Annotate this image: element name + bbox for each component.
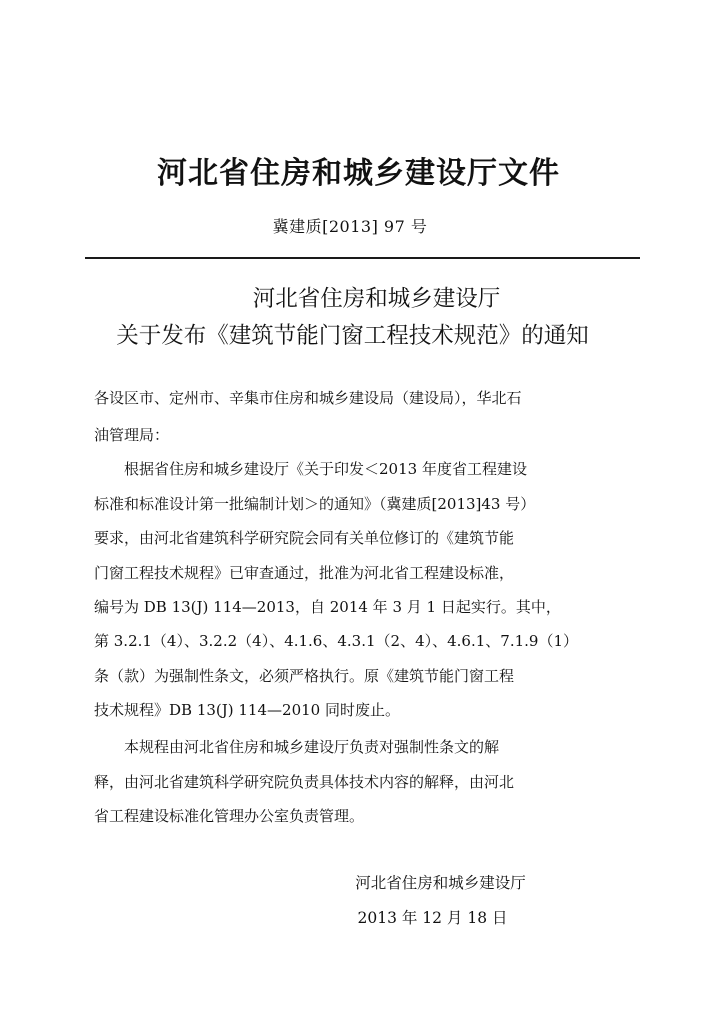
body-line: 标准和标准设计第一批编制计划＞的通知》（冀建质[2013]43 号） xyxy=(94,495,536,513)
notice-title-line-1: 河北省住房和城乡建设厅 xyxy=(252,286,501,312)
body-line: 条（款）为强制性条文，必须严格执行。原《建筑节能门窗工程 xyxy=(94,667,515,685)
document-number: 冀建质[2013] 97 号 xyxy=(272,217,428,236)
notice-title-line-2: 关于发布《建筑节能门窗工程技术规范》的通知 xyxy=(116,323,589,349)
signature-issuer: 河北省住房和城乡建设厅 xyxy=(355,874,526,892)
body-line: 要求，由河北省建筑科学研究院会同有关单位修订的《建筑节能 xyxy=(94,529,515,547)
document-header-title: 河北省住房和城乡建设厅文件 xyxy=(157,156,560,191)
body-line: 各设区市、定州市、辛集市住房和城乡建设局（建设局），华北石 xyxy=(94,389,522,407)
body-line: 释，由河北省建筑科学研究院负责具体技术内容的解释，由河北 xyxy=(94,773,515,791)
body-line: 门窗工程技术规程》已审查通过，批准为河北省工程建设标准， xyxy=(94,564,515,582)
body-line: 编号为 DB 13(J) 114—2013，自 2014 年 3 月 1 日起实行。其中， xyxy=(94,598,561,616)
body-line: 第 3.2.1（4）、3.2.2（4）、4.1.6、4.3.1（2、4）、4.6.1、7.1.9（1） xyxy=(94,632,578,650)
body-line: 本规程由河北省住房和城乡建设厅负责对强制性条文的解 xyxy=(94,738,500,756)
body-line: 省工程建设标准化管理办公室负责管理。 xyxy=(94,807,365,825)
body-line: 油管理局： xyxy=(94,426,170,444)
body-line: 技术规程》DB 13(J) 114—2010 同时废止。 xyxy=(94,701,400,719)
body-line: 根据省住房和城乡建设厅《关于印发＜2013 年度省工程建设 xyxy=(94,460,527,478)
signature-date: 2013 年 12 月 18 日 xyxy=(357,909,508,927)
header-divider xyxy=(85,257,640,259)
